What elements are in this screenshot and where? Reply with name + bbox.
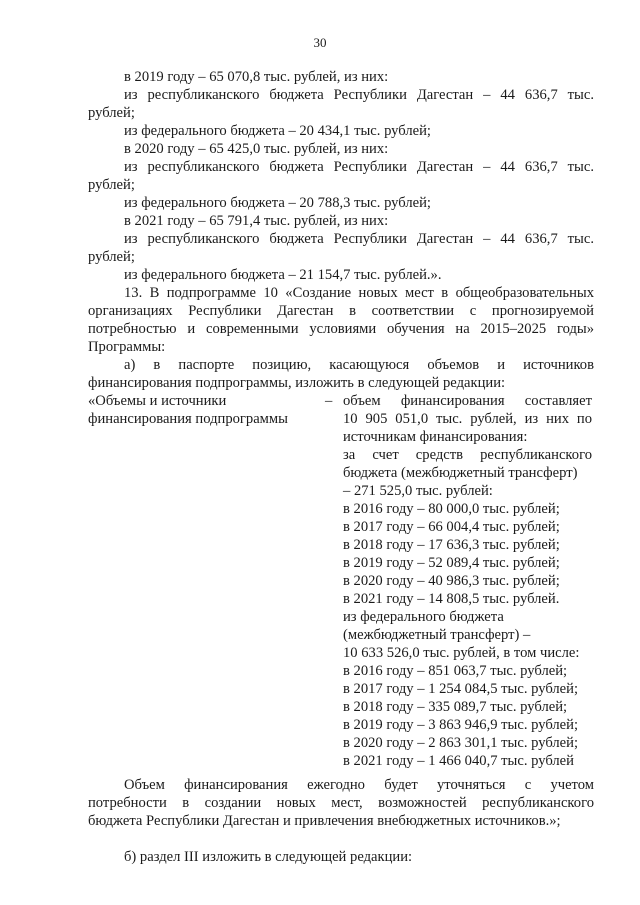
table-dash: – (325, 393, 333, 409)
table-value-line: в 2020 году – 2 863 301,1 тыс. рублей; (343, 735, 579, 751)
table-value-line: за счет средств республиканского (343, 447, 592, 463)
text-line: потребностью и современными условиями обучения на 2015–2025 годы» (88, 321, 594, 337)
text-line: в 2019 году – 65 070,8 тыс. рублей, из них: (124, 69, 389, 85)
text-line: Программы: (88, 339, 166, 355)
table-value-line: (межбюджетный трансферт) – (343, 627, 531, 643)
text-line: из республиканского бюджета Республики Дагестан – 44 636,7 тыс. (124, 231, 594, 247)
table-value-line: источникам финансирования: (343, 429, 528, 445)
table-value-line: 10 633 526,0 тыс. рублей, в том числе: (343, 645, 580, 661)
table-value-line: в 2016 году – 851 063,7 тыс. рублей; (343, 663, 568, 679)
text-line: рублей; (88, 249, 135, 265)
text-line: в 2020 году – 65 425,0 тыс. рублей, из них: (124, 141, 389, 157)
text-line: финансирования подпрограммы, изложить в следующей редакции: (88, 375, 506, 391)
table-value-line: бюджета (межбюджетный трансферт) (343, 465, 578, 481)
table-value-line: в 2020 году – 40 986,3 тыс. рублей; (343, 573, 560, 589)
text-line: Объем финансирования ежегодно будет уточняться с учетом (124, 777, 594, 793)
table-label-line: «Объемы и источники (88, 393, 227, 409)
text-line: в 2021 году – 65 791,4 тыс. рублей, из них: (124, 213, 389, 229)
text-line: а) в паспорте позицию, касающуюся объемов и источников (124, 357, 594, 373)
table-value-line: в 2016 году – 80 000,0 тыс. рублей; (343, 501, 560, 517)
text-line: бюджета Республики Дагестан и привлечения внебюджетных источников.»; (88, 813, 561, 829)
table-label-line: финансирования подпрограммы (88, 411, 288, 427)
text-line: потребности в создании новых мест, возможностей республиканского (88, 795, 594, 811)
text-line: рублей; (88, 177, 135, 193)
table-value-line: из федерального бюджета (343, 609, 504, 625)
table-value-line: 10 905 051,0 тыс. рублей, из них по (343, 411, 592, 427)
text-line: из федерального бюджета – 21 154,7 тыс. рублей.». (124, 267, 442, 283)
table-value-line: в 2018 году – 17 636,3 тыс. рублей; (343, 537, 560, 553)
table-value-line: в 2019 году – 52 089,4 тыс. рублей; (343, 555, 560, 571)
table-value-line: в 2021 году – 1 466 040,7 тыс. рублей (343, 753, 574, 769)
table-value-line: в 2017 году – 1 254 084,5 тыс. рублей; (343, 681, 579, 697)
page-number: 30 (313, 35, 327, 50)
text-line: из республиканского бюджета Республики Дагестан – 44 636,7 тыс. (124, 159, 594, 175)
text-line: б) раздел III изложить в следующей редакции: (124, 849, 413, 865)
text-line: из федерального бюджета – 20 788,3 тыс. рублей; (124, 195, 431, 211)
text-line: 13. В подпрограмме 10 «Создание новых мест в общеобразовательных (124, 285, 594, 301)
table-value-line: в 2021 году – 14 808,5 тыс. рублей. (343, 591, 560, 607)
text-line: из республиканского бюджета Республики Дагестан – 44 636,7 тыс. (124, 87, 594, 103)
table-value-line: в 2017 году – 66 004,4 тыс. рублей; (343, 519, 560, 535)
table-value-line: – 271 525,0 тыс. рублей: (343, 483, 493, 499)
table-value-line: объем финансирования составляет (343, 393, 592, 409)
text-line: организациях Республики Дагестан в соответствии с прогнозируемой (88, 303, 594, 319)
text-line: из федерального бюджета – 20 434,1 тыс. рублей; (124, 123, 431, 139)
table-value-line: в 2018 году – 335 089,7 тыс. рублей; (343, 699, 568, 715)
text-line: рублей; (88, 105, 135, 121)
table-value-line: в 2019 году – 3 863 946,9 тыс. рублей; (343, 717, 579, 733)
